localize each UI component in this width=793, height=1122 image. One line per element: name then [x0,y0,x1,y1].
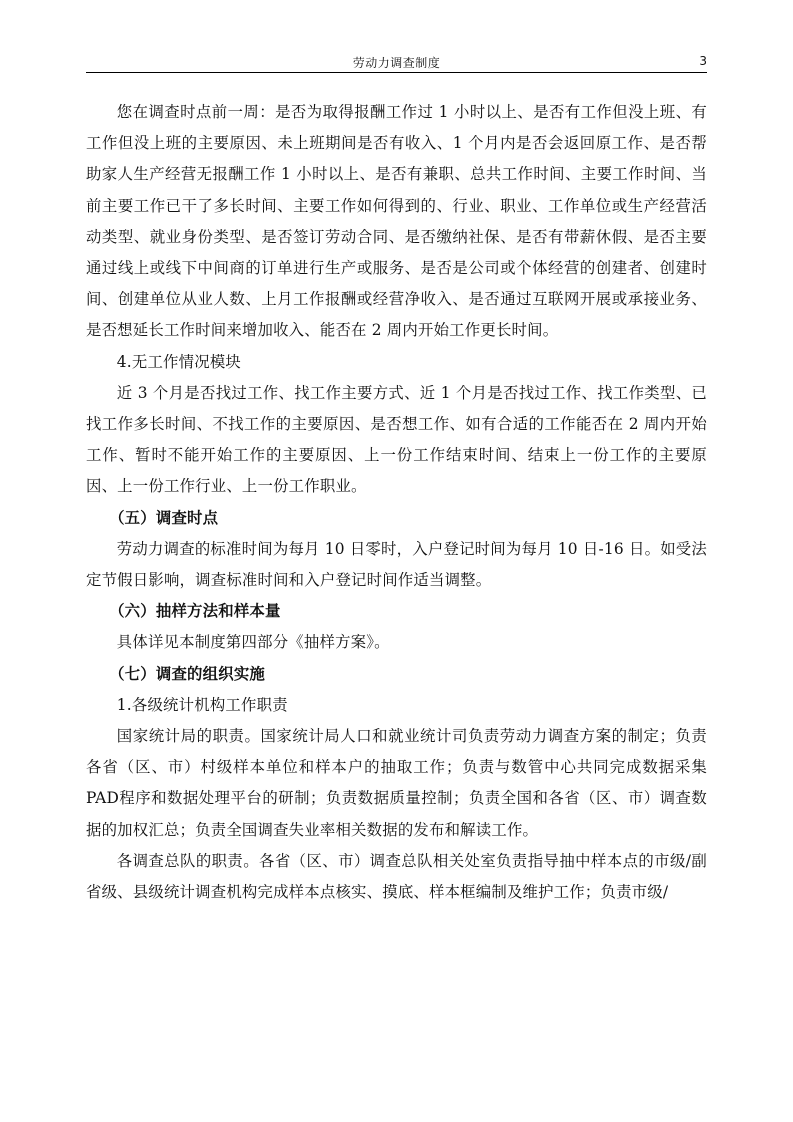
subheading-no-work-module: 4.无工作情况模块 [116,352,242,371]
paragraph-survey-team-duties: 各调查总队的职责。各省（区、市）调查总队相关处室负责指导抽中样本点的市级/副省级、县级统计调查机构完成样本点核实、摸底、样本框编制及维护工作；负责市级/ [86,851,707,902]
subheading-duties: 1.各级统计机构工作职责 [116,695,288,714]
paragraph-nbs-duties: 国家统计局的职责。国家统计局人口和就业统计司负责劳动力调查方案的制定；负责各省（区、市）村级样本单位和样本户的抽取工作；负责与数管中心共同完成数据采集PAD程序和数据处理平台的研制；负责数据质量控制；负责全国和各省（区、市）调查数据的加权汇总；负责全国调查失业率相关数据的发布和解读工作。 [86,727,707,839]
paragraph-survey-time: 劳动力调查的标准时间为每月 10 日零时，入户登记时间为每月 10 日-16 日。如受法定节假日影响，调查标准时间和入户登记时间作适当调整。 [86,539,707,590]
paragraph-no-work-questions: 近 3 个月是否找过工作、找工作主要方式、近 1 个月是否找过工作、找工作类型、已找工作多长时间、不找工作的主要原因、是否想工作、如有合适的工作能否在 2 周内开始工作、暂时不能开始工作的主要原因、上一份工作结束时间、结束上一份工作的主要原因、上一份工作行业、上一份工作职业。 [86,383,707,496]
page-header [86,52,707,73]
document-body [86,97,707,908]
paragraph-sampling: 具体详见本制度第四部分《抽样方案》。 [116,633,390,652]
header-title: 劳动力调查制度 [352,56,441,70]
page-number: 3 [699,54,707,68]
section-heading-organization: （七）调查的组织实施 [109,664,266,683]
section-heading-sampling: （六）抽样方法和样本量 [109,602,281,621]
paragraph-employment-questions: 您在调查时点前一周：是否为取得报酬工作过 1 小时以上、是否有工作但没上班、有工作但没上班的主要原因、未上班期间是否有收入、1 个月内是否会返回原工作、是否帮助家人生产经营无报酬工作 1 小时以上、是否有兼职、总共工作时间、主要工作时间、当前主要工作已干了多长时间、主要工作如何得到的、行业、职业、工作单位或生产经营活动类型、就业身份类型、是否签订劳动合同、是否缴纳社保、是否有带薪休假、是否主要通过线上或线下中间商的订单进行生产或服务、是否是公司或个体经营的创建者、创建时间、创建单位从业人数、上月工作报酬或经营净收入、是否通过互联网开展或承接业务、是否想延长工作时间来增加收入、能否在 2 周内开始工作更长时间。 [86,103,707,340]
section-heading-survey-time: （五）调查时点 [109,508,219,527]
